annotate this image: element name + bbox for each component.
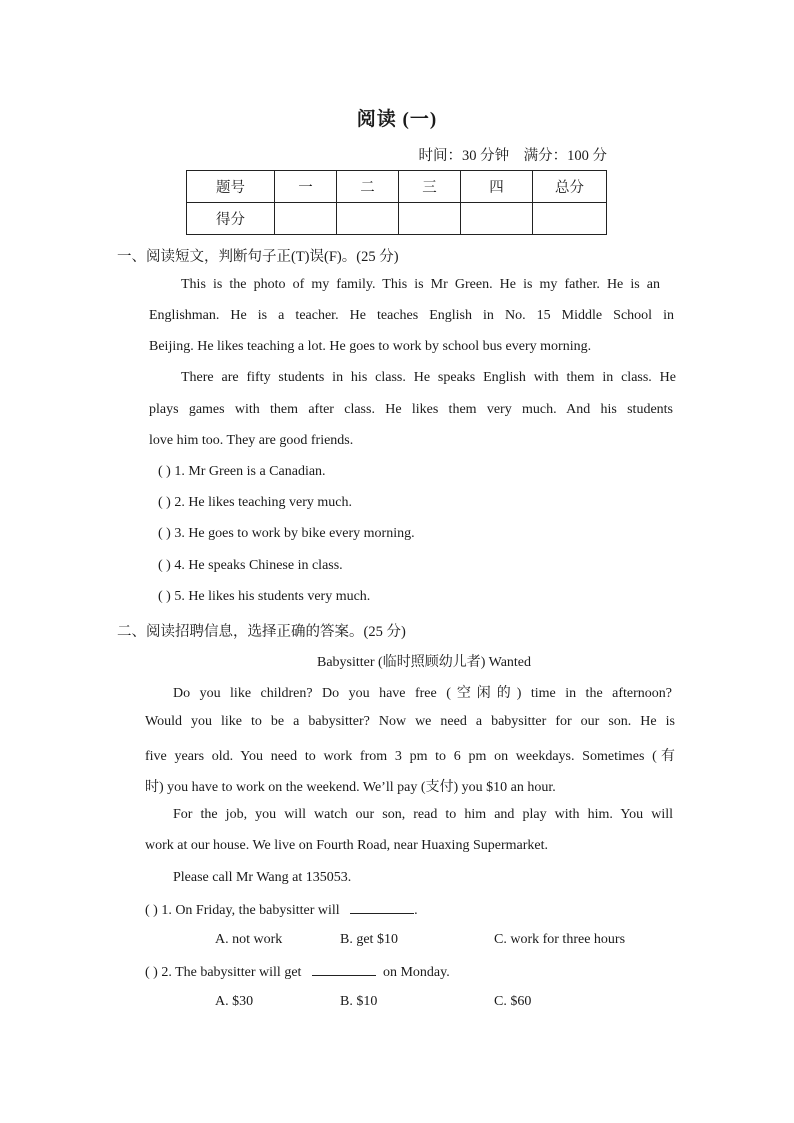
passage1-line: This is the photo of my family. This is Mr Green. He is my father. He is an [181,277,660,292]
question-item[interactable]: ( ) 3. He goes to work by bike every morning. [158,526,415,541]
ad-line: work at our house. We live on Fourth Road, near Huaxing Supermarket. [145,838,548,853]
ad-title: Babysitter (临时照顾幼儿者) Wanted [316,655,532,670]
score-cell[interactable] [399,203,461,235]
header-cell: 三 [399,171,461,203]
answer-blank[interactable] [312,963,376,976]
score-cell[interactable] [461,203,533,235]
passage2-line: There are fifty students in his class. He speaks English with them in class. He [181,370,676,385]
score-table-score-row [187,203,607,235]
header-cell: 总分 [533,171,607,203]
page-title: 阅读 (一) [356,109,438,130]
question-text: ( ) 2. The babysitter will get [145,965,302,980]
ad-line: Please call Mr Wang at 135053. [173,870,352,885]
option-b[interactable]: B. $10 [340,994,378,1009]
header-cell: 二 [337,171,399,203]
question-item[interactable] [145,901,418,919]
question-item[interactable]: ( ) 4. He speaks Chinese in class. [158,558,343,573]
ad-line: For the job, you will watch our son, read to him and play with him. You will [173,807,673,822]
question-text: ( ) 1. On Friday, the babysitter will [145,903,340,918]
answer-blank[interactable] [350,901,414,914]
ad-line: Do you like children? Do you have free (空闲的) time in the afternoon? [173,686,672,701]
question-item[interactable]: ( ) 2. He likes teaching very much. [158,495,352,510]
passage2-line: love him too. They are good friends. [149,433,354,448]
section1-heading: 一、阅读短文，判断句子正(T)误(F)。(25 分) [117,249,399,265]
score-cell[interactable] [337,203,399,235]
header-cell: 四 [461,171,533,203]
header-cell: 题号 [187,171,275,203]
question-item[interactable] [145,963,450,981]
ad-line: 时) you have to work on the weekend. We’ll pay (支付) you $10 an hour. [145,780,556,795]
option-c[interactable]: C. $60 [494,994,532,1009]
question-item[interactable]: ( ) 5. He likes his students very much. [158,589,371,604]
header-cell: 一 [275,171,337,203]
score-cell[interactable] [533,203,607,235]
question-suffix: . [414,903,418,918]
option-a[interactable]: A. not work [215,932,283,947]
score-table [186,170,607,235]
score-cell[interactable] [275,203,337,235]
exam-time-and-score: 时间：30 分钟 满分：100 分 [418,148,607,164]
section2-heading: 二、阅读招聘信息，选择正确的答案。(25 分) [117,624,406,640]
question-item[interactable]: ( ) 1. Mr Green is a Canadian. [158,464,326,479]
passage1-line: Beijing. He likes teaching a lot. He goes to work by school bus every morning. [149,339,592,354]
option-a[interactable]: A. $30 [215,994,254,1009]
ad-line: Would you like to be a babysitter? Now we need a babysitter for our son. He is [145,714,675,729]
question-suffix: on Monday. [382,965,450,980]
row-label: 得分 [187,203,275,235]
ad-line: five years old. You need to work from 3 pm to 6 pm on weekdays. Sometimes (有 [145,749,675,764]
score-table-header-row [187,171,607,203]
option-b[interactable]: B. get $10 [340,932,398,947]
passage2-line: plays games with them after class. He likes them very much. And his students [149,402,673,417]
passage1-line: Englishman. He is a teacher. He teaches English in No. 15 Middle School in [149,308,674,323]
option-c[interactable]: C. work for three hours [494,932,626,947]
